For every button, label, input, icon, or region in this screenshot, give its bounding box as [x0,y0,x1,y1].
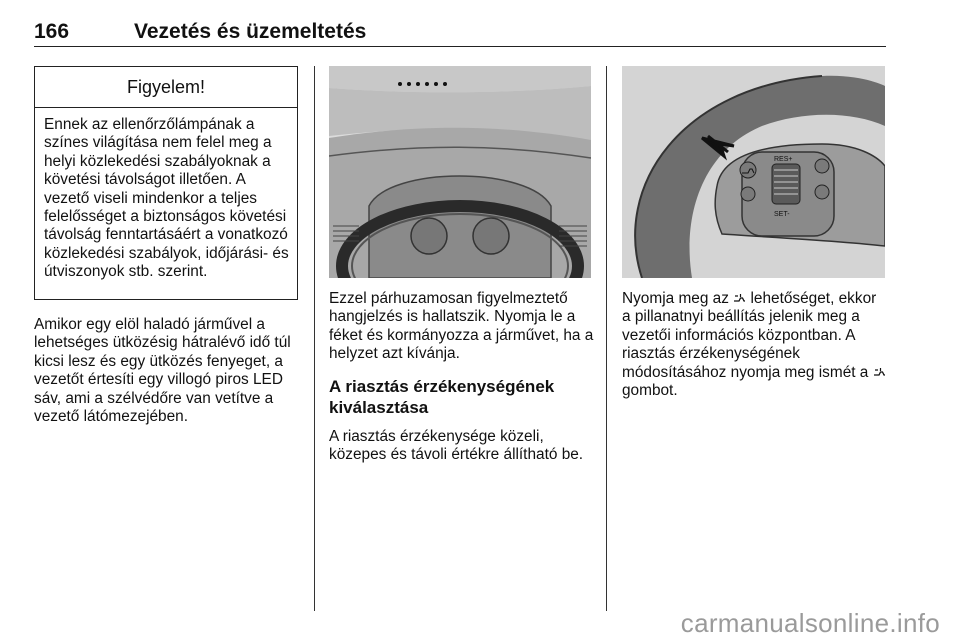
column-divider-2 [606,66,607,611]
res-label: RES+ [774,156,793,163]
distance-button-icon [740,162,756,178]
col3-text-before-icon: Nyomja meg az [622,290,734,307]
column-divider-1 [314,66,315,611]
warning-title: Figyelem! [35,67,297,108]
car-distance-icon [733,292,746,305]
col2-paragraph-1: Ezzel párhuzamosan figyelmeztető hangjelzés is hallatszik. Nyomja le a féket és kormányozza a járművet, ha a helyzet azt kívánja. [329,290,594,363]
col2-heading: A riasztás érzékenységének kiválasztása [329,377,555,417]
col1-paragraph: Amikor egy elöl haladó járművel a lehetséges ütközésig hátralévő idő túl kicsi lesz és egy ütközés fenyeget, a vezetőt értesíti egy villogó piros LED sáv, ami a szélvédőre van vetítve a vezető látómezejében. [34,316,291,426]
steering-wheel-illustration [622,66,885,278]
section-title: Vezetés és üzemeltetés [134,20,367,43]
set-label: SET- [774,211,790,218]
col3-paragraph [622,290,888,400]
steering-wheel-drawing [622,66,885,278]
warning-text: Ennek az ellenőrzőlámpának a színes világítása nem felel meg a helyi közlekedési szabályoknak a követési távolságot illetően. A vezető viseli mindenkor a teljes felelősséget a biztonságos követési távolság fenntartásáért a vonatkozó közlekedési szabályok, időjárási- és útviszonyok stb. szerint. [44,116,289,281]
page-number: 166 [34,20,70,43]
page-header [34,6,886,47]
watermark: carmanualsonline.info [680,608,940,638]
windshield-illustration [329,66,591,278]
car-distance-icon-2 [873,366,886,379]
col2-paragraph-2: A riasztás érzékenysége közeli, közepes és távoli értékre állítható be. [329,428,584,464]
col3-text-middle: lehetőséget, ekkor a pillanatnyi beállítás jelenik meg a vezetői információs központban. A riasztás érzékenységének módosításához nyomja meg ismét a [622,290,877,381]
warning-box [34,66,298,300]
windshield-drawing [329,66,591,278]
col3-text-after-icon: gombot. [622,382,678,400]
